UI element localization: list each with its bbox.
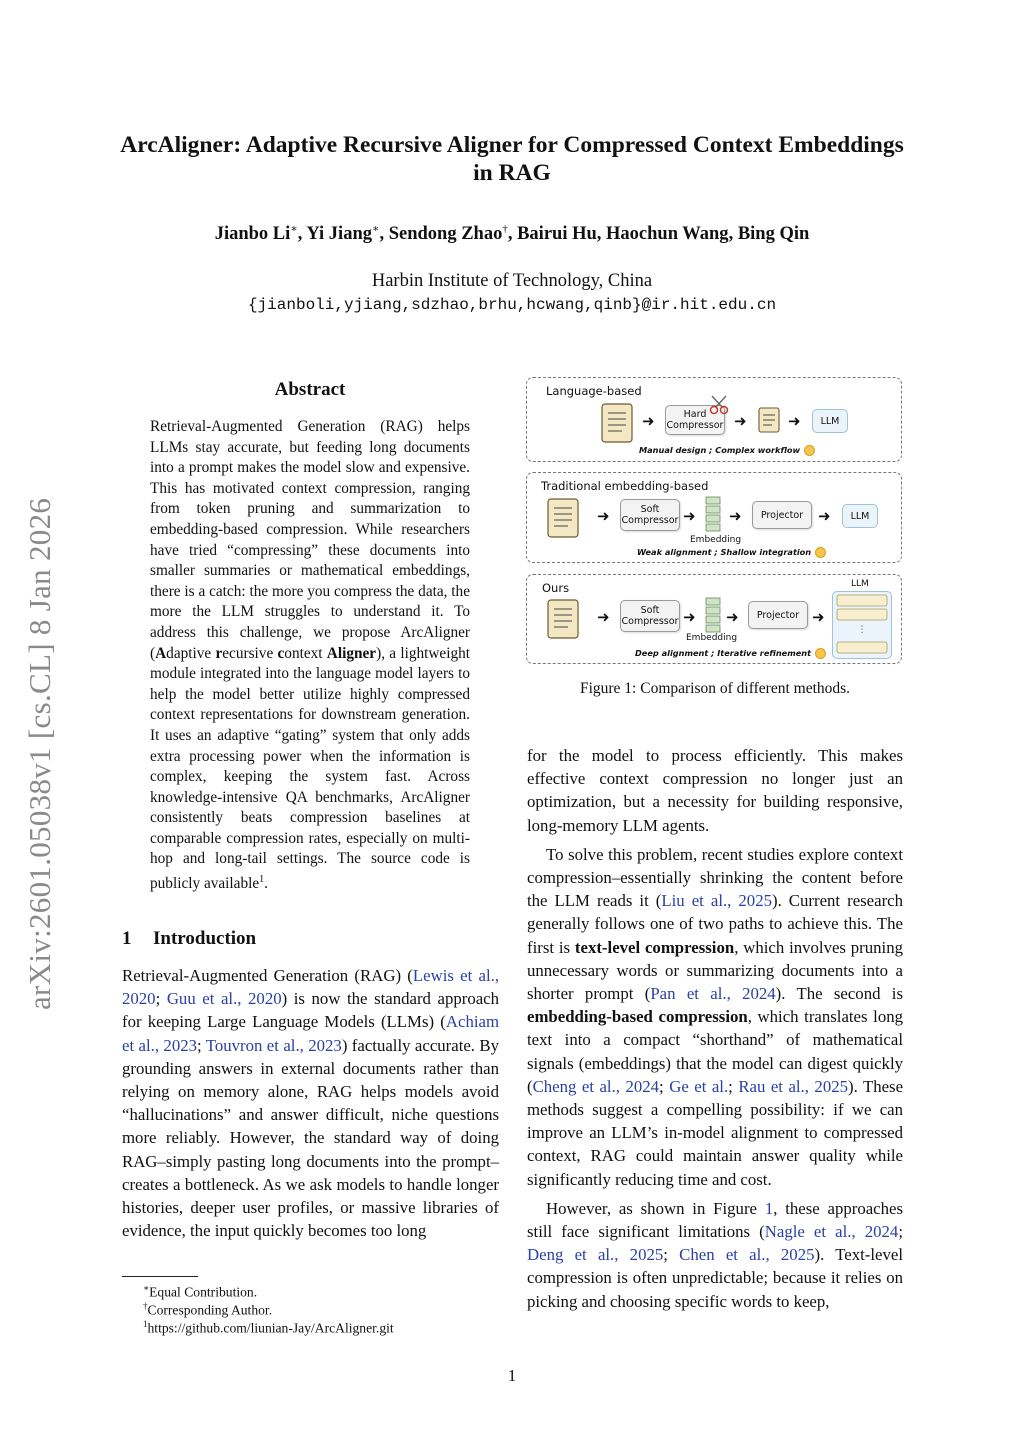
author-list: Jianbo Li∗, Yi Jiang∗, Sendong Zhao†, Bairui Hu, Haochun Wang, Bing Qin bbox=[214, 223, 810, 245]
paragraph: To solve this problem, recent studies explore context compression–essentially shrinking the content before the LLM reads it (Liu et al., 2025). Current research generally follows one of two paths to achieve this. The first is text-level compression, which involves pruning unnecessary words or summarizing documents into a shorter prompt (Pan et al., 2024). The second is embedding-based compression, which translates long text into a compact “shorthand” of mathematical signals (embeddings) that the model can digest quickly (Cheng et al., 2024; Ge et al.; Rau et al., 2025). These methods suggest a compelling possibility: if we can improve an LLM’s in-model alignment to compressed context, RAG could maintain answer quality while significantly reducing time and cost. bbox=[527, 844, 904, 1189]
face-emoji-icon bbox=[804, 445, 815, 456]
citation-link[interactable]: Nagle et al., 2024 bbox=[764, 1222, 899, 1242]
citation-link[interactable]: Cheng et al., 2024 bbox=[532, 1076, 660, 1096]
affiliation: Harbin Institute of Technology, China bbox=[371, 271, 653, 291]
projector-box: Projector bbox=[752, 501, 812, 529]
footnote-corresponding-author: †Corresponding Author. bbox=[143, 1301, 273, 1318]
citation-link[interactable]: Ge et al. bbox=[669, 1076, 729, 1096]
document-scroll-icon bbox=[543, 496, 583, 542]
citation-link[interactable]: Lewis et al., 2020 bbox=[122, 966, 500, 1009]
panel-traditional-embedding bbox=[526, 472, 902, 563]
citation-link[interactable]: Liu et al., 2025 bbox=[661, 891, 772, 911]
svg-text:⋮: ⋮ bbox=[857, 625, 867, 635]
panel-ours bbox=[526, 574, 902, 664]
paragraph: Retrieval-Augmented Generation (RAG) (Lewis et al., 2020; Guu et al., 2020) is now the standard approach for keeping Large Language Models (LLMs) (Achiam et al., 2023; Touvron et al., 2023) factually accurate. By grounding answers in external documents rather than relying on memory alone, RAG helps models avoid “hallucinations” and answer difficult, niche questions more reliably. However, the standard way of doing RAG–simply pasting long documents into the prompt–creates a bottleneck. As we ask models to handle longer histories, deeper user profiles, or massive libraries of evidence, the input quickly becomes too long bbox=[122, 966, 500, 1241]
arrow-right-icon: ➜ bbox=[726, 608, 739, 626]
arrow-right-icon: ➜ bbox=[729, 507, 742, 525]
projector-box: Projector bbox=[748, 601, 808, 629]
embedding-stack-icon bbox=[705, 597, 721, 633]
page-number: 1 bbox=[507, 1366, 517, 1385]
embedding-label: Embedding bbox=[690, 535, 742, 545]
author-name: Haochun Wang bbox=[606, 224, 729, 245]
author-name: Jianbo Li bbox=[214, 224, 291, 245]
face-emoji-icon bbox=[815, 648, 826, 659]
arrow-right-icon: ➜ bbox=[683, 507, 696, 525]
citation-link[interactable]: Rau et al., 2025 bbox=[738, 1076, 848, 1096]
author-name: Sendong Zhao bbox=[388, 224, 503, 245]
footnote-equal-contribution: ∗Equal Contribution. bbox=[143, 1283, 258, 1300]
footnote-code-url: $^1$https://github.com/liunian-Jay/ArcAligner.git bbox=[143, 1319, 394, 1336]
citation-link[interactable]: Deng et al., 2025 bbox=[527, 1245, 664, 1265]
arrow-right-icon: ➜ bbox=[683, 608, 696, 626]
panel-title: Traditional embedding-based bbox=[541, 479, 709, 493]
left-column-body bbox=[122, 964, 499, 1242]
section-title: Introduction bbox=[153, 928, 257, 949]
embedding-stack-icon bbox=[705, 496, 721, 532]
face-emoji-icon bbox=[815, 547, 826, 558]
citation-link[interactable]: Chen et al., 2025 bbox=[679, 1245, 815, 1265]
author-name: Bairui Hu bbox=[517, 224, 597, 245]
soft-compressor-box: Soft Compressor bbox=[620, 499, 680, 531]
section-number: 1 bbox=[122, 928, 132, 949]
abstract-heading: Abstract bbox=[274, 379, 346, 400]
arrow-right-icon: ➜ bbox=[734, 412, 747, 430]
citation-link[interactable]: 1 bbox=[764, 1198, 774, 1218]
panel-note: Deep alignment ; Iterative refinement bbox=[635, 648, 826, 659]
document-scroll-icon bbox=[597, 401, 637, 447]
section-heading bbox=[122, 928, 256, 950]
author-name: Bing Qin bbox=[737, 224, 810, 245]
panel-language-based bbox=[526, 377, 902, 462]
llm-label: LLM bbox=[851, 579, 869, 589]
panel-note: Weak alignment ; Shallow integration bbox=[637, 547, 826, 558]
author-emails: {jianboli,yjiang,sdzhao,brhu,hcwang,qinb}@ir.hit.edu.cn bbox=[247, 296, 777, 314]
author-name: Yi Jiang bbox=[306, 224, 372, 245]
arrow-right-icon: ➜ bbox=[642, 412, 655, 430]
panel-title: Ours bbox=[542, 581, 570, 595]
panel-note: Manual design ; Complex workflow bbox=[639, 445, 815, 456]
paper-title: ArcAligner: Adaptive Recursive Aligner for Compressed Context Embeddings in RAG bbox=[120, 132, 904, 186]
soft-compressor-box: Soft Compressor bbox=[620, 600, 680, 632]
citation-link[interactable]: Guu et al., 2020 bbox=[166, 989, 282, 1009]
hard-compressor-box: Hard Compressor bbox=[665, 405, 725, 435]
aligner-layers-icon bbox=[833, 592, 891, 658]
llm-box: LLM bbox=[812, 409, 848, 433]
compressed-document-icon bbox=[756, 406, 782, 434]
scissors-icon bbox=[709, 394, 731, 416]
embedding-label: Embedding bbox=[686, 633, 738, 643]
footnote-rule bbox=[122, 1276, 198, 1277]
paragraph: for the model to process efficiently. This makes effective context compression no longer just an optimization, but a necessity for building responsive, long-memory LLM agents. bbox=[527, 746, 903, 835]
figure-caption: Figure 1: Comparison of different methods. bbox=[579, 680, 851, 697]
llm-layer-stack bbox=[832, 591, 892, 659]
citation-link[interactable]: Achiam et al., 2023 bbox=[122, 1012, 499, 1055]
arrow-right-icon: ➜ bbox=[597, 608, 610, 626]
figure-1 bbox=[526, 377, 904, 665]
citation-link[interactable]: Touvron et al., 2023 bbox=[205, 1035, 342, 1055]
arrow-right-icon: ➜ bbox=[812, 608, 825, 626]
arrow-right-icon: ➜ bbox=[597, 507, 610, 525]
citation-link[interactable]: Pan et al., 2024 bbox=[650, 984, 776, 1004]
arxiv-identifier: arXiv:2601.05038v1 [cs.CL] 8 Jan 2026 bbox=[22, 497, 57, 1010]
paragraph: However, as shown in Figure 1, these approaches still face significant limitations (Nagle et al., 2024; Deng et al., 2025; Chen et al., 2025). Text-level compression is often unpredictable; because it relies on picking and choosing specific words to keep, bbox=[527, 1198, 903, 1311]
document-scroll-icon bbox=[543, 597, 583, 643]
panel-title: Language-based bbox=[546, 384, 642, 398]
right-column-body bbox=[527, 744, 903, 1313]
arrow-right-icon: ➜ bbox=[818, 507, 831, 525]
arrow-right-icon: ➜ bbox=[788, 412, 801, 430]
llm-box: LLM bbox=[842, 504, 878, 528]
abstract-body: Retrieval-Augmented Generation (RAG) helps LLMs stay accurate, but feeding long documents into a prompt makes the model slow and expensive. This has motivated context compression, ranging from token pruning and summarization to embedding-based compression. While researchers have tried “compressing” these documents into smaller summaries or mathematical embeddings, there is a catch: the more you compress the data, the more the LLM struggles to understand it. To address this challenge, we propose ArcAligner (Adaptive recursive context Aligner), a lightweight module integrated into the language model layers to help the model better utilize highly compressed context representations for downstream generation. It uses an adaptive “gating” system that only adds extra processing power when the information is complex, keeping the system fast. Across knowledge-intensive QA benchmarks, ArcAligner consistently beats compression baselines at comparable compression rates, especially on multi-hop and long-tail settings. The source code is publicly available$^1$. bbox=[150, 418, 470, 893]
